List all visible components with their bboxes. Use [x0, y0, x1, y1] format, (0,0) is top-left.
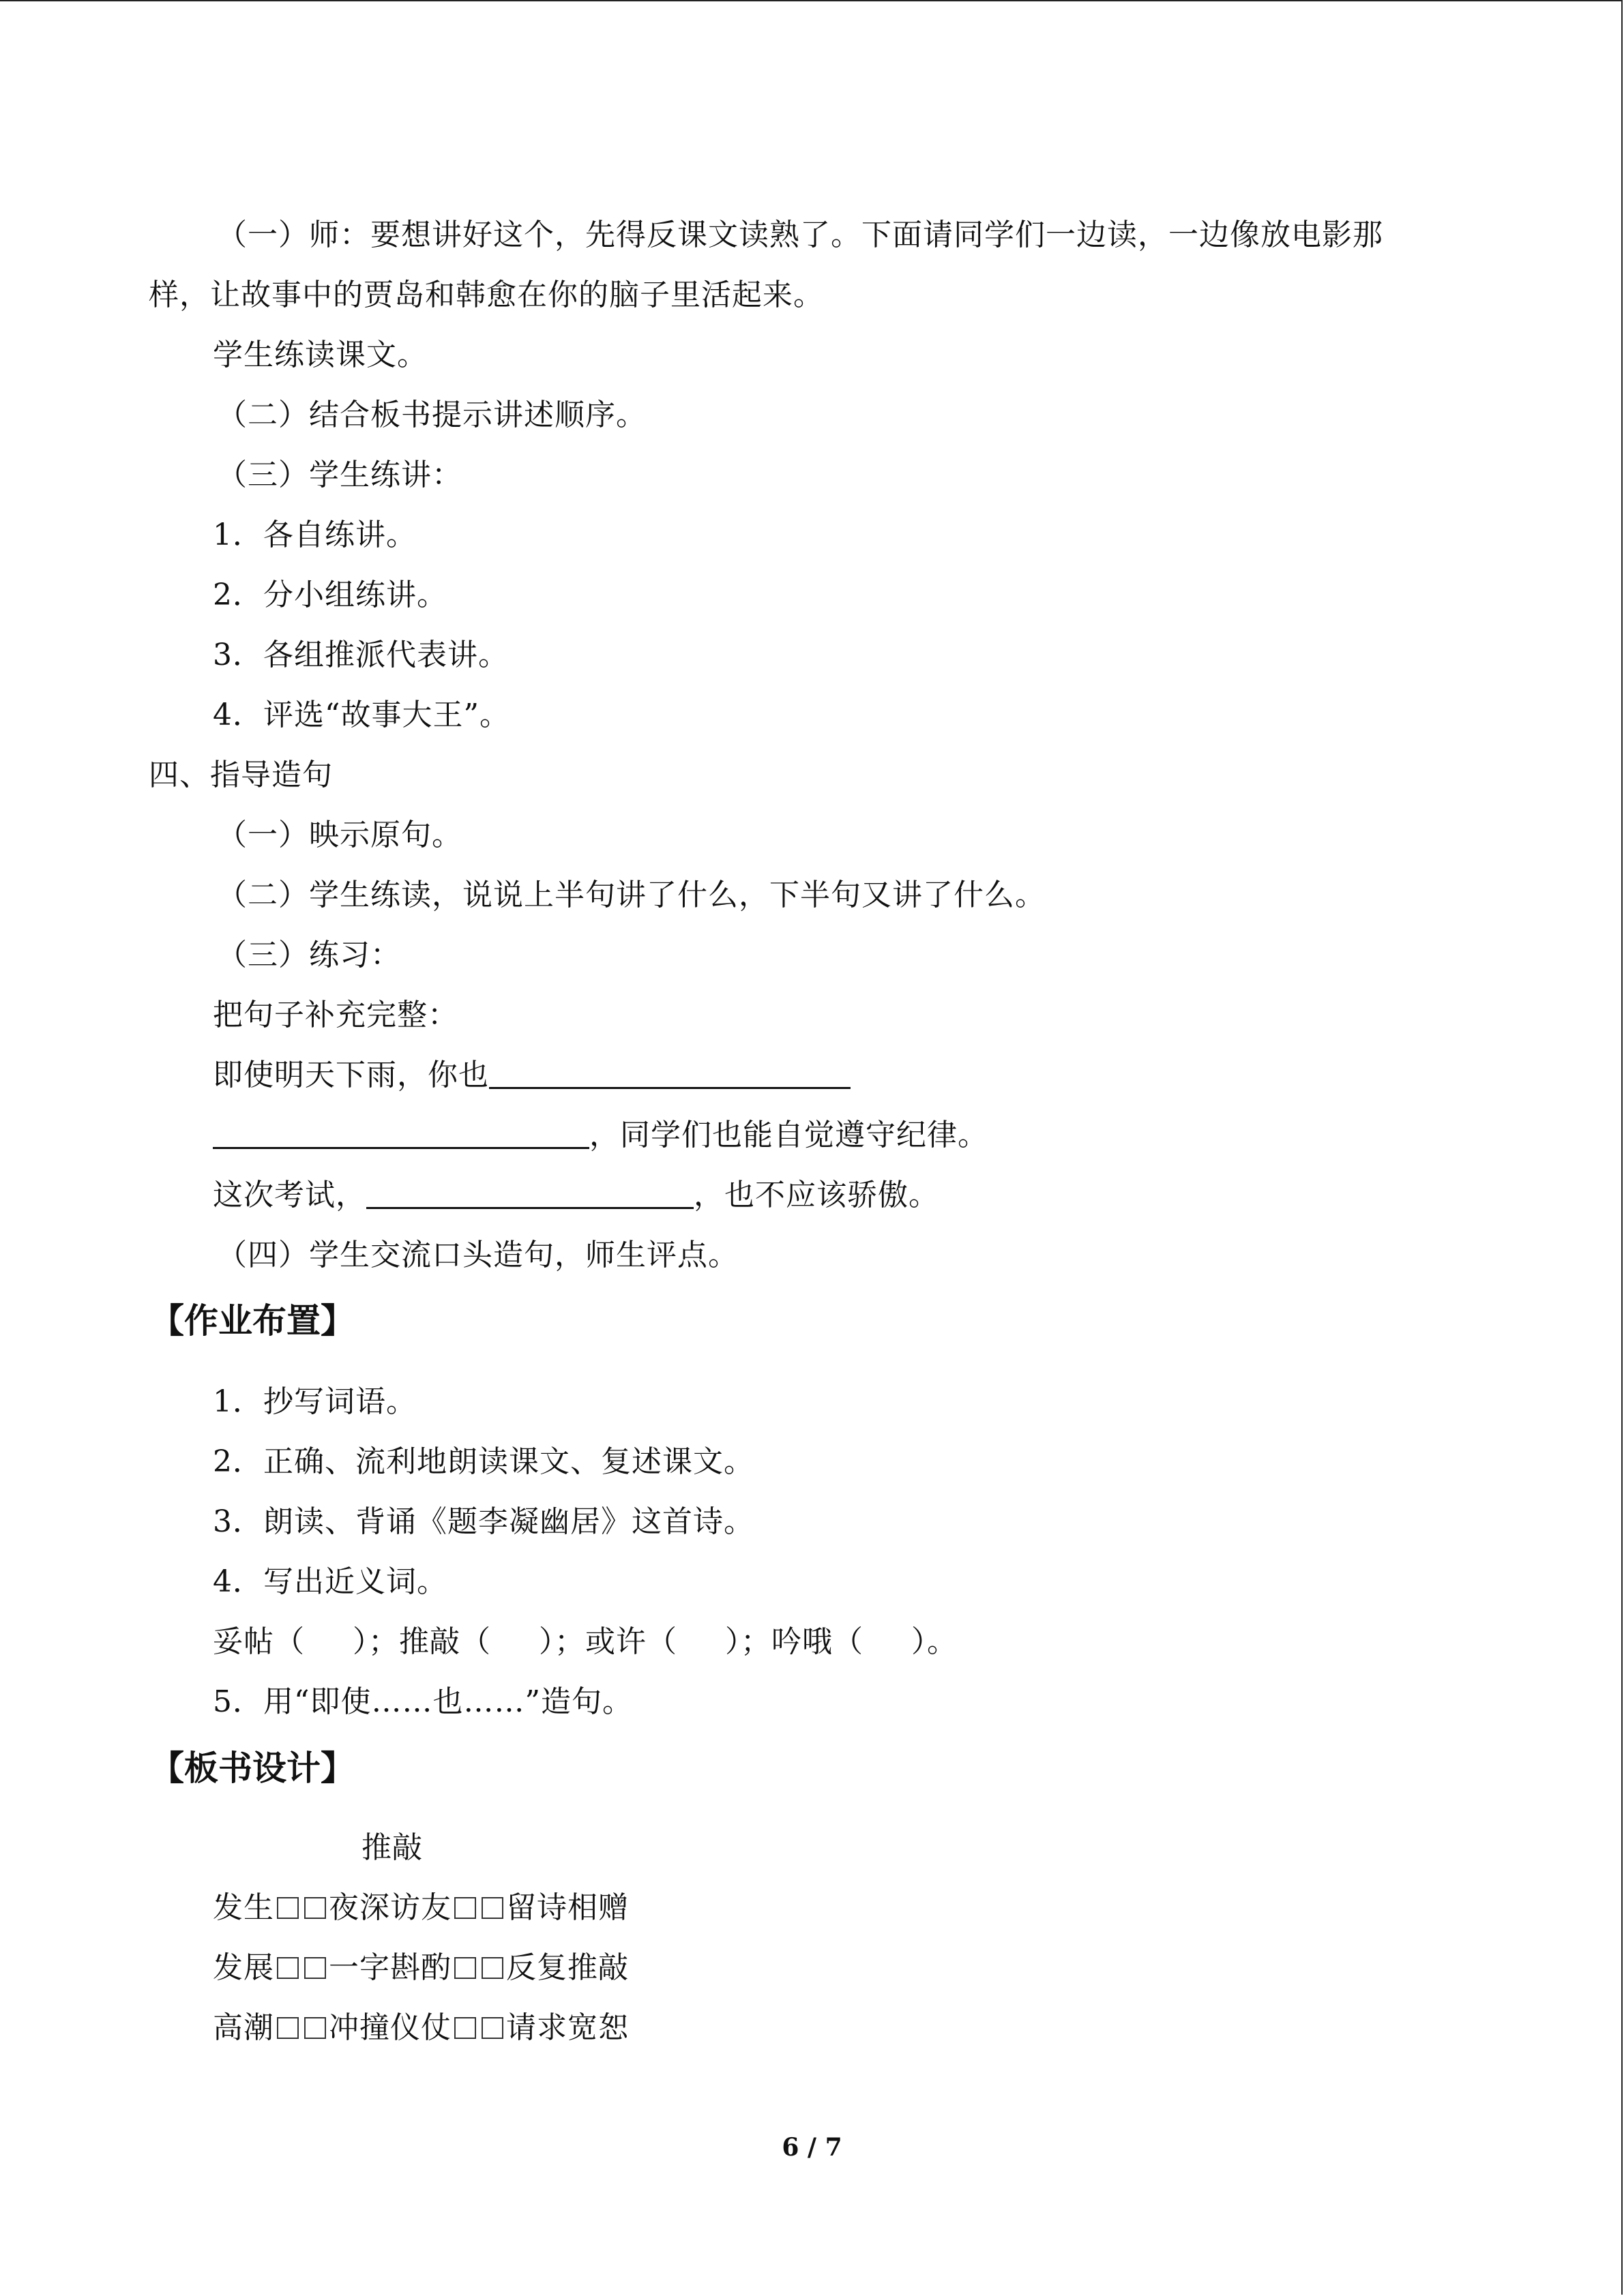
board-event: 夜深访友	[329, 1890, 452, 1925]
list-item: 1．抄写词语。	[213, 1384, 417, 1419]
paragraph: （三）练习：	[217, 938, 401, 972]
fill-suffix: ，也不应该骄傲。	[694, 1178, 939, 1212]
board-event: 一字斟酌	[329, 1950, 452, 1985]
box-icon	[277, 1957, 299, 1979]
synonym-word: ）；或许（	[539, 1624, 677, 1659]
synonym-word: 妥帖（	[213, 1624, 305, 1659]
board-stage: 发展	[213, 1950, 274, 1985]
list-item: 3．各组推派代表讲。	[213, 638, 509, 672]
board-center-title: 推敲	[361, 1830, 423, 1865]
paragraph: （四）学生交流口头造句，师生评点。	[217, 1238, 739, 1272]
section-title: 四、指导造句	[149, 758, 333, 792]
paragraph: （三）学生练讲：	[217, 458, 462, 492]
board-heading: 【板书设计】	[150, 1748, 355, 1788]
box-icon	[454, 1957, 476, 1979]
board-result: 请求宽恕	[506, 2010, 629, 2045]
fill-prefix: 即使明天下雨，你也	[213, 1058, 489, 1092]
synonym-word: ）；吟哦（	[725, 1624, 863, 1659]
paragraph: （二）学生练读，说说上半句讲了什么，下半句又讲了什么。	[217, 878, 1046, 912]
paragraph-line: 样，让故事中的贾岛和韩愈在你的脑子里活起来。	[149, 278, 824, 312]
list-item: 1．各自练讲。	[213, 518, 417, 552]
board-result: 反复推敲	[506, 1950, 629, 1985]
box-icon	[454, 2017, 476, 2039]
list-item: 2．分小组练讲。	[213, 578, 447, 612]
answer-blank[interactable]	[213, 1118, 589, 1149]
fill-sentence-2	[213, 1115, 988, 1156]
fill-prefix: 这次考试，	[213, 1178, 366, 1212]
list-item: 4．评选“故事大王”。	[213, 698, 510, 732]
fill-suffix: ，同学们也能自觉遵守纪律。	[589, 1118, 988, 1152]
fill-sentence-1	[213, 1055, 851, 1096]
answer-blank[interactable]	[366, 1178, 694, 1209]
paragraph-line: （一）师：要想讲好这个，先得反课文读熟了。下面请同学们一边读，一边像放电影那	[217, 218, 1383, 252]
board-row	[213, 1888, 629, 1928]
paragraph: 学生练读课文。	[213, 338, 428, 372]
box-icon	[482, 1897, 503, 1919]
board-event: 冲撞仪仗	[329, 2010, 452, 2045]
box-icon	[482, 2017, 503, 2039]
box-icon	[304, 2017, 326, 2039]
list-item: 4．写出近义词。	[213, 1564, 447, 1599]
paragraph: 把句子补充完整：	[213, 998, 458, 1032]
synonym-word: ）；推敲（	[353, 1624, 491, 1659]
page-number: 6 / 7	[782, 2133, 842, 2162]
box-icon	[482, 1957, 503, 1979]
list-item: 5．用“即使……也……”造句。	[213, 1684, 633, 1719]
box-icon	[277, 2017, 299, 2039]
box-icon	[277, 1897, 299, 1919]
fill-sentence-3	[213, 1175, 939, 1216]
synonym-exercise	[213, 1622, 958, 1663]
homework-heading: 【作业布置】	[150, 1301, 355, 1341]
board-stage: 发生	[213, 1890, 274, 1925]
synonym-end: ）。	[911, 1624, 958, 1659]
board-row	[213, 1948, 629, 1988]
paragraph: （一）映示原句。	[217, 818, 462, 852]
paragraph: （二）结合板书提示讲述顺序。	[217, 398, 647, 432]
board-result: 留诗相赠	[506, 1890, 629, 1925]
box-icon	[304, 1897, 326, 1919]
board-row	[213, 2008, 629, 2048]
board-stage: 高潮	[213, 2010, 274, 2045]
box-icon	[454, 1897, 476, 1919]
list-item: 3．朗读、背诵《题李凝幽居》这首诗。	[213, 1504, 754, 1539]
box-icon	[304, 1957, 326, 1979]
answer-blank[interactable]	[489, 1058, 851, 1089]
list-item: 2．正确、流利地朗读课文、复述课文。	[213, 1444, 754, 1479]
